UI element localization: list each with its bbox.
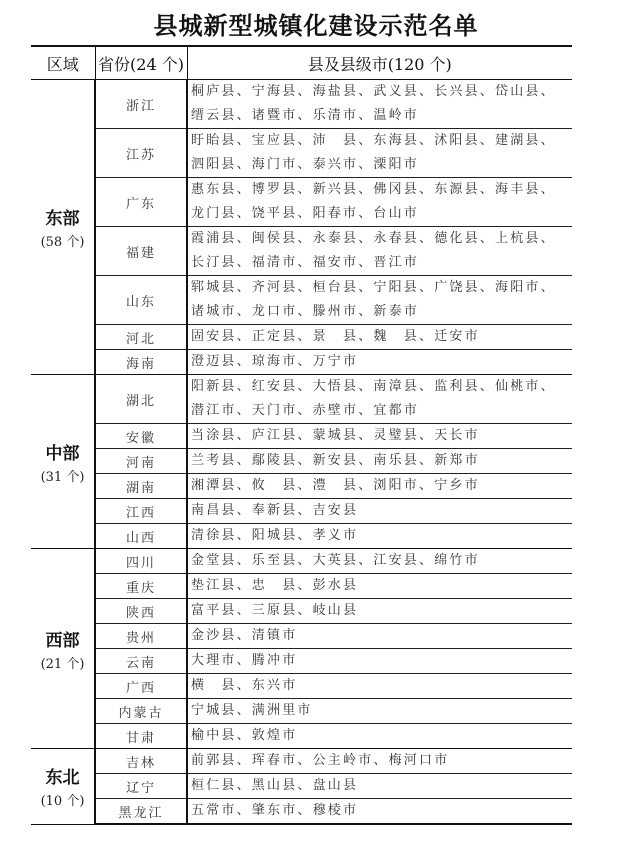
county-list-line: 金堂县、乐至县、大英县、江安县、绵竹市 <box>191 553 480 568</box>
table-row <box>31 574 572 599</box>
counties-cell <box>187 178 572 227</box>
region-cell <box>31 549 95 749</box>
counties-cell <box>187 549 572 574</box>
counties-cell <box>187 80 572 129</box>
county-list-line: 兰考县、鄢陵县、新安县、南乐县、新郑市 <box>191 453 480 468</box>
document-title: 县城新型城镇化建设示范名单 <box>153 11 479 40</box>
county-list-line: 霞浦县、闽侯县、永泰县、永春县、德化县、上杭县、 <box>191 231 556 246</box>
province-cell: 甘肃 <box>95 724 187 749</box>
table-row <box>31 80 572 129</box>
county-list-line: 桐庐县、宁海县、海盐县、武义县、长兴县、岱山县、 <box>191 84 556 99</box>
demonstration-list-table <box>31 45 572 825</box>
province-cell: 江苏 <box>95 129 187 178</box>
province-cell: 湖北 <box>95 375 187 424</box>
county-list-line: 大理市、腾冲市 <box>191 653 298 668</box>
counties-cell <box>187 674 572 699</box>
county-list-line: 阳新县、红安县、大悟县、南漳县、监利县、仙桃市、 <box>191 379 556 394</box>
county-list-line: 长汀县、福清市、福安市、晋江市 <box>191 255 420 270</box>
counties-cell <box>187 350 572 375</box>
county-list-line: 榆中县、敦煌市 <box>191 728 298 743</box>
county-list-line: 固安县、正定县、景 县、魏 县、迁安市 <box>191 329 480 344</box>
table-row <box>31 549 572 574</box>
province-cell: 陕西 <box>95 599 187 624</box>
table-row <box>31 674 572 699</box>
table-row <box>31 375 572 424</box>
region-name: 东北 <box>45 768 80 789</box>
table-row <box>31 524 572 549</box>
table-row <box>31 449 572 474</box>
table-row <box>31 129 572 178</box>
counties-cell <box>187 524 572 549</box>
table-row <box>31 724 572 749</box>
region-cell <box>31 375 95 549</box>
county-list-line: 垫江县、忠 县、彭水县 <box>191 578 359 593</box>
province-cell: 贵州 <box>95 624 187 649</box>
counties-cell <box>187 774 572 799</box>
header-province: 省份(24 个) <box>95 46 187 80</box>
province-cell: 山西 <box>95 524 187 549</box>
county-list-line: 当涂县、庐江县、蒙城县、灵璧县、天长市 <box>191 428 480 443</box>
province-cell: 湖南 <box>95 474 187 499</box>
counties-cell <box>187 599 572 624</box>
county-list-line: 金沙县、清镇市 <box>191 628 298 643</box>
province-cell: 黑龙江 <box>95 799 187 825</box>
counties-cell <box>187 649 572 674</box>
region-name: 西部 <box>45 630 80 651</box>
table-row <box>31 424 572 449</box>
region-name: 东部 <box>45 209 80 229</box>
region-name: 中部 <box>45 443 80 464</box>
county-list-line: 潜江市、天门市、赤壁市、宜都市 <box>191 403 420 418</box>
province-cell: 广西 <box>95 674 187 699</box>
county-list-line: 富平县、三原县、岐山县 <box>191 603 359 618</box>
counties-cell <box>187 325 572 350</box>
table-row <box>31 799 572 825</box>
table-row <box>31 276 572 325</box>
region-cell <box>31 80 95 375</box>
county-list-line: 南昌县、奉新县、吉安县 <box>191 503 359 518</box>
province-cell: 江西 <box>95 499 187 524</box>
county-list-line: 五常市、肇东市、穆棱市 <box>191 803 359 818</box>
county-list-line: 泗阳县、海门市、泰兴市、溧阳市 <box>191 157 420 172</box>
counties-cell <box>187 129 572 178</box>
county-list-line: 横 县、东兴市 <box>191 678 298 693</box>
counties-cell <box>187 375 572 424</box>
province-cell: 云南 <box>95 649 187 674</box>
counties-cell <box>187 574 572 599</box>
region-cell <box>31 749 95 825</box>
table-row <box>31 774 572 799</box>
table-row <box>31 624 572 649</box>
table-row <box>31 649 572 674</box>
region-count: (31 个) <box>40 469 85 485</box>
counties-cell <box>187 724 572 749</box>
county-list-line: 宁城县、满洲里市 <box>191 703 313 718</box>
province-cell: 浙江 <box>95 80 187 129</box>
table-row <box>31 474 572 499</box>
province-cell: 海南 <box>95 350 187 375</box>
table-row <box>31 178 572 227</box>
counties-cell <box>187 474 572 499</box>
table-row <box>31 699 572 724</box>
province-cell: 广东 <box>95 178 187 227</box>
table-row <box>31 599 572 624</box>
county-list-line: 前郭县、珲春市、公主岭市、梅河口市 <box>191 753 450 768</box>
county-list-line: 郓城县、齐河县、桓台县、宁阳县、广饶县、海阳市、 <box>191 280 556 295</box>
province-cell: 福建 <box>95 227 187 276</box>
table-row <box>31 350 572 375</box>
counties-cell <box>187 449 572 474</box>
county-list-line: 澄迈县、琼海市、万宁市 <box>191 354 359 369</box>
province-cell: 吉林 <box>95 749 187 774</box>
table-row <box>31 749 572 774</box>
table-row <box>31 499 572 524</box>
counties-cell <box>187 799 572 825</box>
counties-cell <box>187 227 572 276</box>
header-region: 区域 <box>31 46 95 80</box>
table-header-row <box>31 46 572 80</box>
region-count: (58 个) <box>40 235 85 250</box>
counties-cell <box>187 699 572 724</box>
county-list-line: 盱眙县、宝应县、沛 县、东海县、沭阳县、建湖县、 <box>191 133 556 148</box>
header-counties: 县及县级市(120 个) <box>187 46 572 80</box>
table-row <box>31 325 572 350</box>
region-count: (21 个) <box>40 656 85 672</box>
province-cell: 河北 <box>95 325 187 350</box>
table-row <box>31 227 572 276</box>
province-cell: 四川 <box>95 549 187 574</box>
county-list-line: 湘潭县、攸 县、澧 县、浏阳市、宁乡市 <box>191 478 480 493</box>
province-cell: 安徽 <box>95 424 187 449</box>
counties-cell <box>187 499 572 524</box>
county-list-line: 清徐县、阳城县、孝义市 <box>191 528 359 543</box>
counties-cell <box>187 276 572 325</box>
county-list-line: 缙云县、诸暨市、乐清市、温岭市 <box>191 108 420 123</box>
counties-cell <box>187 624 572 649</box>
county-list-line: 桓仁县、黑山县、盘山县 <box>191 778 359 793</box>
counties-cell <box>187 424 572 449</box>
county-list-line: 惠东县、博罗县、新兴县、佛冈县、东源县、海丰县、 <box>191 182 556 197</box>
table-body <box>31 80 572 825</box>
county-list-line: 龙门县、饶平县、阳春市、台山市 <box>191 206 420 221</box>
province-cell: 山东 <box>95 276 187 325</box>
province-cell: 辽宁 <box>95 774 187 799</box>
county-list-line: 诸城市、龙口市、滕州市、新泰市 <box>191 304 420 319</box>
province-cell: 河南 <box>95 449 187 474</box>
province-cell: 内蒙古 <box>95 699 187 724</box>
province-cell: 重庆 <box>95 574 187 599</box>
region-count: (10 个) <box>40 794 85 810</box>
counties-cell <box>187 749 572 774</box>
